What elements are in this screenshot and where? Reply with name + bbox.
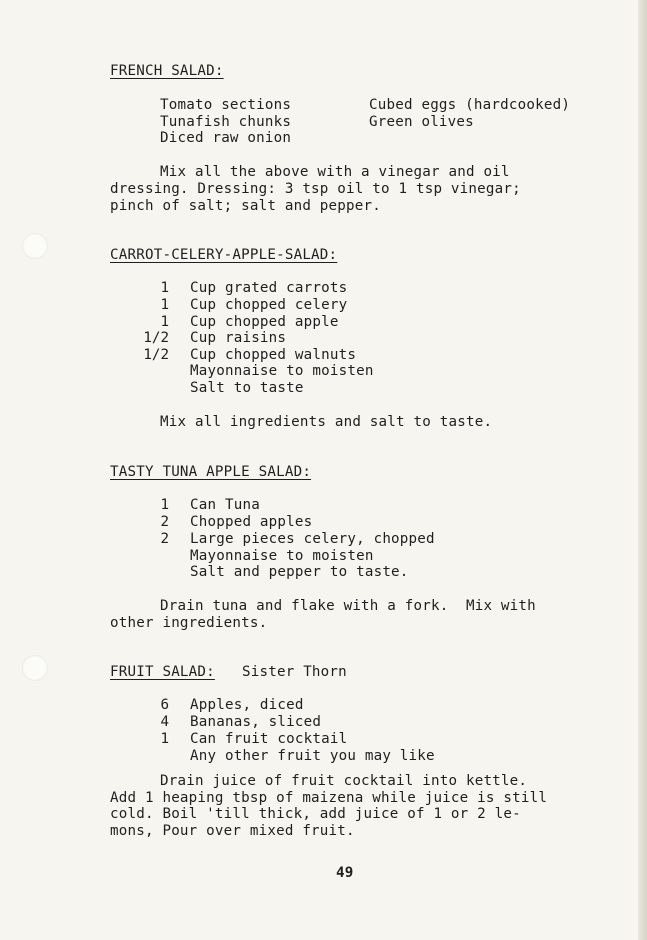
directions-line: cold. Boil 'till thick, add juice of 1 or 2 le- — [110, 806, 521, 822]
directions-line: mons, Pour over mixed fruit. — [110, 823, 355, 839]
ingredient: Large pieces celery, chopped — [190, 531, 435, 547]
directions-line: pinch of salt; salt and pepper. — [110, 198, 381, 214]
ingredient-qty: 1 — [160, 314, 169, 330]
ingredient-qty: 2 — [160, 531, 169, 547]
ingredient: Can Tuna — [190, 497, 260, 513]
section-title-fruit-salad: FRUIT SALAD: — [110, 664, 215, 680]
ingredient: Any other fruit you may like — [190, 748, 435, 764]
ingredient: Cubed eggs (hardcooked) — [369, 97, 571, 113]
page-edge — [638, 0, 647, 940]
directions-line: Drain juice of fruit cocktail into kettle. — [160, 773, 528, 789]
section-title-tuna-salad: TASTY TUNA APPLE SALAD: — [110, 464, 312, 480]
ingredient: Apples, diced — [190, 697, 304, 713]
ingredient: Mayonnaise to moisten — [190, 363, 374, 379]
ingredient: Cup grated carrots — [190, 280, 348, 296]
directions-line: other ingredients. — [110, 615, 268, 631]
ingredient: Cup chopped celery — [190, 297, 348, 313]
binder-hole — [22, 655, 48, 681]
ingredient-qty: 2 — [160, 514, 169, 530]
ingredient: Cup chopped apple — [190, 314, 339, 330]
page-number: 49 — [336, 865, 354, 881]
section-title-carrot-salad: CARROT-CELERY-APPLE-SALAD: — [110, 247, 338, 263]
ingredient-qty: 1 — [160, 280, 169, 296]
binder-hole — [22, 233, 48, 259]
directions-line: Mix all ingredients and salt to taste. — [160, 414, 493, 430]
ingredient: Green olives — [369, 114, 474, 130]
ingredient: Cup raisins — [190, 330, 287, 346]
recipe-author: Sister Thorn — [242, 664, 347, 680]
ingredient-qty: 4 — [160, 714, 169, 730]
directions-line: Drain tuna and flake with a fork. Mix with — [160, 598, 536, 614]
ingredient: Tomato sections — [160, 97, 292, 113]
ingredient-qty: 1 — [160, 497, 169, 513]
ingredient: Tunafish chunks — [160, 114, 292, 130]
directions-line: Mix all the above with a vinegar and oil — [160, 164, 510, 180]
ingredient-qty: 1 — [160, 297, 169, 313]
ingredient: Chopped apples — [190, 514, 313, 530]
ingredient: Diced raw onion — [160, 130, 292, 146]
ingredient: Bananas, sliced — [190, 714, 322, 730]
ingredient-qty: 1/2 — [143, 347, 169, 363]
ingredient: Cup chopped walnuts — [190, 347, 357, 363]
ingredient-qty: 6 — [160, 697, 169, 713]
ingredient: Salt to taste — [190, 380, 304, 396]
ingredient-qty: 1 — [160, 731, 169, 747]
ingredient: Salt and pepper to taste. — [190, 564, 409, 580]
directions-line: Add 1 heaping tbsp of maizena while juice is still — [110, 790, 548, 806]
directions-line: dressing. Dressing: 3 tsp oil to 1 tsp vinegar; — [110, 181, 521, 197]
ingredient: Can fruit cocktail — [190, 731, 348, 747]
section-title-french-salad: FRENCH SALAD: — [110, 63, 224, 79]
ingredient-qty: 1/2 — [143, 330, 169, 346]
ingredient: Mayonnaise to moisten — [190, 548, 374, 564]
